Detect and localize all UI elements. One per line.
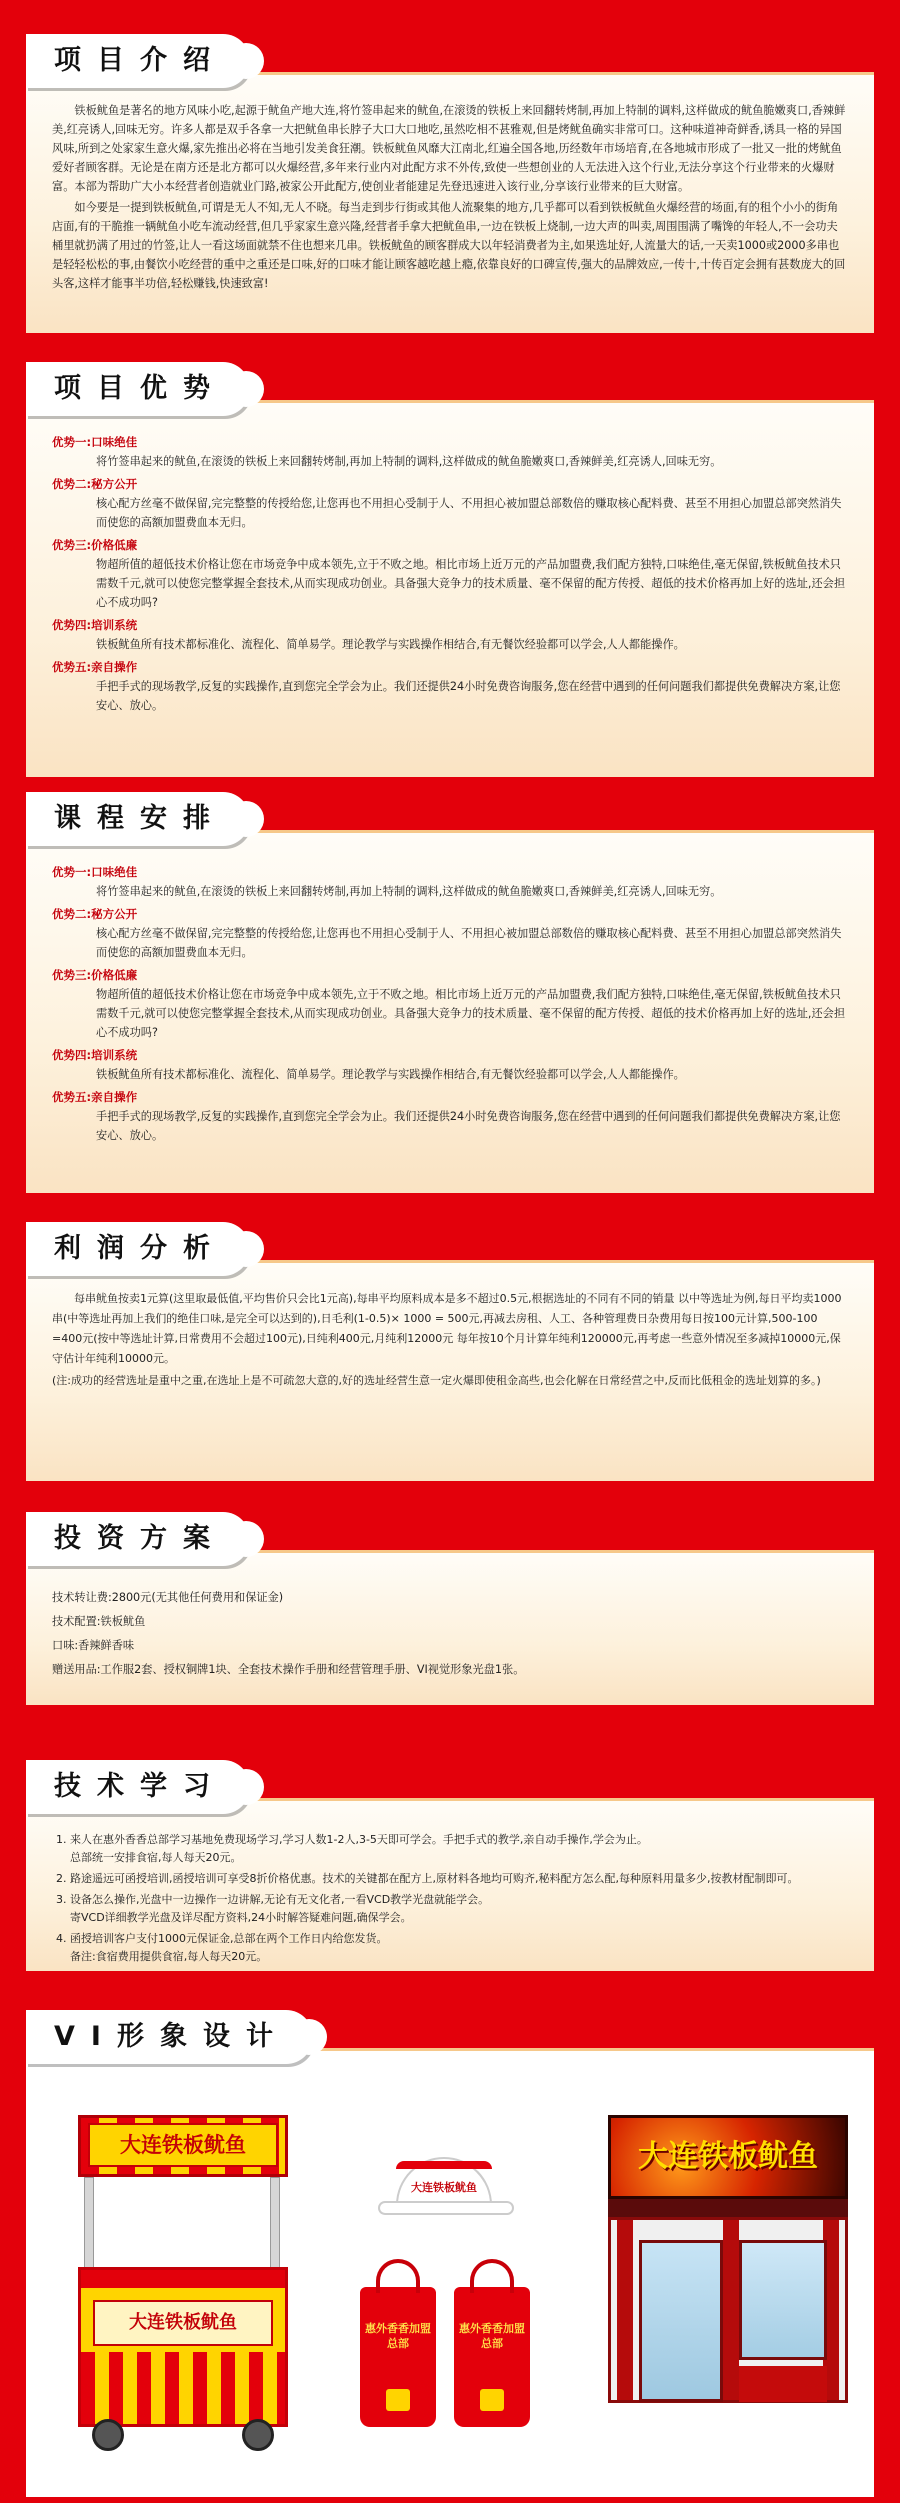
learning-item-1 — [70, 1831, 848, 1867]
apron-left-pocket — [386, 2389, 410, 2411]
profit-paragraph-1: 每串鱿鱼按卖1元算(这里取最低值,平均售价只会比1元高),每串平均原料成本是多不超过0.5元,根据选址的不同有不同的销量 以中等选址为例,每日平均卖1000串(中等选址再加上我们的绝佳口味,是完全可以达到的),日毛利(1-0.5)× 1000 = 500元,再减去房租、人工、各种管理费日杂费用每日按100元计算,500-100 =400元(按中等选址计算,日常费用不会超过100元),日纯利400元,月纯利12000元 每年按10个月计算年纯利120000元,再考虑一些意外情况至多减掉10000元,保守估计年纯利10000元。 — [52, 1292, 842, 1365]
advantage-body-4: 铁板鱿鱼所有技术都标准化、流程化、简单易学。理论教学与实践操作相结合,有无餐饮经验都可以学会,人人都能操作。 — [96, 638, 685, 651]
vi-illustrations — [26, 2107, 874, 2497]
learning-item-4 — [70, 1930, 848, 1966]
intro-paragraph-2: 如今要是一提到铁板鱿鱼,可谓是无人不知,无人不晓。每当走到步行街或其他人流聚集的地方,几乎都可以看到铁板鱿鱼火爆经营的场面,有的租个小小的街角店面,有的干脆推一辆鱿鱼小吃车流动经营,但几乎家家生意兴隆,经营者手拿大把鱿鱼串,一边在铁板上烧制,一边大声的叫卖,周围围满了嘴馋的年轻人,不一会功夫桶里就扔满了用过的竹签,让人一看这场面就禁不住也想来几串。铁板鱿鱼的顾客群成大以年轻消费者为主,如果选址好,人流量大的话,一天卖1000或2000多串也是轻轻松松的事,由餐饮小吃经营的重中之重还是口味,好的口味才能让顾客越吃越上瘾,依靠良好的口碑宣传,强大的品牌效应,一传十,十传百定会拥有甚数庞大的回头客,这样才能事半功倍,轻松赚钱,快速致富! — [52, 201, 846, 290]
intro-panel — [26, 72, 874, 333]
investment-line-flavor: 口味:香辣鲜香味 — [52, 1639, 135, 1652]
advantage-body-5: 手把手式的现场教学,反复的实践操作,直到您完全学会为止。我们还提供24小时免费咨询服务,您在经营中遇到的任何问题我们都提供免费解决方案,让您安心、放心。 — [96, 680, 841, 712]
store-window-base — [739, 2366, 827, 2402]
section-title-investment: 投资方案 — [26, 1512, 250, 1566]
apron-left — [360, 2287, 436, 2427]
vi-panel — [26, 2048, 874, 2497]
food-cart-illustration — [78, 2115, 288, 2455]
advantage-label-4: 优势四:培训系统 — [52, 618, 138, 632]
hat-brim — [378, 2201, 514, 2215]
hat-band — [396, 2161, 492, 2169]
cart-body — [78, 2267, 288, 2427]
store-column-left — [617, 2220, 633, 2400]
apron-right-pocket — [480, 2389, 504, 2411]
course-label-3: 优势三:价格低廉 — [52, 968, 138, 982]
investment-line-gifts: 赠送用品:工作服2套、授权铜牌1块、全套技术操作手册和经营管理手册、VI视觉形象光盘1张。 — [52, 1663, 525, 1676]
store-sign: 大连铁板鱿鱼 — [608, 2115, 848, 2199]
apron-right-text: 惠外香香加盟总部 — [459, 2322, 525, 2350]
section-title-intro: 项目介绍 — [26, 34, 250, 88]
section-vi — [26, 2010, 874, 2494]
course-body-3: 物超所值的超低技术价格让您在市场竞争中成本领先,立于不败之地。相比市场上近万元的产品加盟费,我们配方独特,口味绝佳,毫无保留,铁板鱿鱼技术只需数千元,就可以使您完整掌握全套技术,从而实现成功创业。具备强大竞争力的技术质量、毫不保留的配方传授、超低的技术价格再加上好的选址,还会担心不成功吗? — [96, 988, 846, 1039]
learning-item-3-note: 寄VCD详细教学光盘及详尽配方资料,24小时解答疑难问题,确保学会。 — [70, 1911, 412, 1924]
learning-item-3-text: 设备怎么操作,光盘中一边操作一边讲解,无论有无文化者,一看VCD教学光盘就能学会。 — [70, 1893, 490, 1906]
store-window — [739, 2240, 827, 2360]
learning-list — [52, 1831, 848, 1966]
cart-post-right — [270, 2177, 280, 2269]
storefront-illustration — [608, 2115, 848, 2405]
learning-item-2 — [70, 1870, 848, 1888]
section-title-learning: 技术学习 — [26, 1760, 250, 1814]
learning-item-1-text: 来人在惠外香香总部学习基地免费现场学习,学习人数1-2人,3-5天即可学会。手把手式的教学,亲自动手操作,学会为止。 — [70, 1833, 648, 1846]
section-intro — [26, 34, 874, 330]
uniform-illustration — [356, 2157, 536, 2457]
store-door — [639, 2240, 723, 2402]
advantage-label-5: 优势五:亲自操作 — [52, 660, 138, 674]
learning-item-3 — [70, 1891, 848, 1927]
profit-panel — [26, 1260, 874, 1481]
advantage-body-2: 核心配方丝毫不做保留,完完整整的传授给您,让您再也不用担心受制于人、不用担心被加盟总部数倍的赚取核心配料费、甚至不用担心加盟总部突然消失而使您的高额加盟费血本无归。 — [96, 497, 842, 529]
course-label-1: 优势一:口味绝佳 — [52, 865, 138, 879]
learning-item-4-text: 函授培训客户支付1000元保证金,总部在两个工作日内给您发货。 — [70, 1932, 388, 1945]
advantages-panel — [26, 400, 874, 777]
advantage-body-3: 物超所值的超低技术价格让您在市场竞争中成本领先,立于不败之地。相比市场上近万元的产品加盟费,我们配方独特,口味绝佳,毫无保留,铁板鱿鱼技术只需数千元,就可以使您完整掌握全套技术,从而实现成功创业。具备强大竞争力的技术质量、毫不保留的配方传授、超低的技术价格再加上好的选址,还会担心不成功吗? — [96, 558, 846, 609]
cart-stripes — [81, 2352, 285, 2424]
store-column-middle — [723, 2220, 739, 2400]
section-profit — [26, 1222, 874, 1478]
investment-line-config: 技术配置:铁板鱿鱼 — [52, 1615, 146, 1628]
course-body-5: 手把手式的现场教学,反复的实践操作,直到您完全学会为止。我们还提供24小时免费咨询服务,您在经营中遇到的任何问题我们都提供免费解决方案,让您安心、放心。 — [96, 1110, 841, 1142]
hat-logo: 大连铁板鱿鱼 — [411, 2181, 477, 2194]
courses-panel — [26, 830, 874, 1193]
section-title-advantages: 项目优势 — [26, 362, 250, 416]
section-courses — [26, 792, 874, 1190]
course-body-2: 核心配方丝毫不做保留,完完整整的传授给您,让您再也不用担心受制于人、不用担心被加盟总部数倍的赚取核心配料费、甚至不用担心加盟总部突然消失而使您的高额加盟费血本无归。 — [96, 927, 842, 959]
section-title-profit: 利润分析 — [26, 1222, 250, 1276]
cart-wheel-left — [92, 2419, 124, 2451]
learning-item-2-text: 路途遥远可函授培训,函授培训可享受8折价格优惠。技术的关键都在配方上,原材料各地均可购齐,秘料配方怎么配,每种原料用量多少,按教材配制即可。 — [70, 1872, 799, 1885]
learning-item-1-note: 总部统一安排食宿,每人每天20元。 — [70, 1851, 242, 1864]
learning-item-4-note: 备注:食宿费用提供食宿,每人每天20元。 — [70, 1950, 268, 1963]
section-learning — [26, 1760, 874, 1968]
section-investment — [26, 1512, 874, 1702]
course-label-4: 优势四:培训系统 — [52, 1048, 138, 1062]
section-advantages — [26, 362, 874, 774]
cart-sign: 大连铁板鱿鱼 — [88, 2123, 278, 2167]
apron-right — [454, 2287, 530, 2427]
learning-panel — [26, 1798, 874, 1971]
investment-panel — [26, 1550, 874, 1705]
course-label-2: 优势二:秘方公开 — [52, 907, 138, 921]
section-title-courses: 课程安排 — [26, 792, 250, 846]
cart-wheel-right — [242, 2419, 274, 2451]
advantage-label-3: 优势三:价格低廉 — [52, 538, 138, 552]
store-front — [608, 2217, 848, 2403]
section-title-vi: VI形象设计 — [26, 2010, 313, 2064]
cart-post-left — [84, 2177, 94, 2269]
cart-panel: 大连铁板鱿鱼 — [93, 2300, 273, 2346]
intro-paragraph-1: 铁板鱿鱼是著名的地方风味小吃,起源于鱿鱼产地大连,将竹签串起来的鱿鱼,在滚烫的铁板上来回翻转烤制,再加上特制的调料,这样做成的鱿鱼脆嫩爽口,香辣鲜美,红亮诱人,回味无穷。许多人都是双手各拿一大把鱿鱼串长脖子大口大口地吃,虽然吃相不甚雅观,但是烤鱿鱼确实非常可口。这种味道神奇鲜香,诱具一格的异国风味,所到之处家家生意火爆,家先推出必将在当地引发美食狂潮。铁板鱿鱼风靡大江南北,红遍全国各地,历经数年市场培育,在各地城市形成了一批又一批的烤鱿鱼爱好者顾客群。无论是在南方还是北方都可以火爆经营,多年来行业内对此配方求不外传,致使一些想创业的人无法进入这个行业,无法分享这个行业带来的火爆财富。本部为帮助广大小本经营者创造就业门路,被家公开此配方,使创业者能建足先登迅速进入该行业,分享该行业带来的巨大财富。 — [52, 104, 846, 193]
course-body-1: 将竹签串起来的鱿鱼,在滚烫的铁板上来回翻转烤制,再加上特制的调料,这样做成的鱿鱼脆嫩爽口,香辣鲜美,红亮诱人,回味无穷。 — [96, 885, 722, 898]
apron-left-text: 惠外香香加盟总部 — [365, 2322, 431, 2350]
profit-note: (注:成功的经营选址是重中之重,在选址上是不可疏忽大意的,好的选址经营生意一定火爆即使租金高些,也会化解在日常经营之中,反而比低租金的选址划算的多。) — [52, 1374, 821, 1387]
cart-counter — [81, 2270, 285, 2288]
advantage-body-1: 将竹签串起来的鱿鱼,在滚烫的铁板上来回翻转烤制,再加上特制的调料,这样做成的鱿鱼脆嫩爽口,香辣鲜美,红亮诱人,回味无穷。 — [96, 455, 722, 468]
advantage-label-1: 优势一:口味绝佳 — [52, 435, 138, 449]
advantage-label-2: 优势二:秘方公开 — [52, 477, 138, 491]
chef-hat — [374, 2157, 518, 2217]
investment-line-fee: 技术转让费:2800元(无其他任何费用和保证金) — [52, 1591, 284, 1604]
store-awning — [608, 2199, 848, 2217]
course-label-5: 优势五:亲自操作 — [52, 1090, 138, 1104]
course-body-4: 铁板鱿鱼所有技术都标准化、流程化、简单易学。理论教学与实践操作相结合,有无餐饮经验都可以学会,人人都能操作。 — [96, 1068, 685, 1081]
